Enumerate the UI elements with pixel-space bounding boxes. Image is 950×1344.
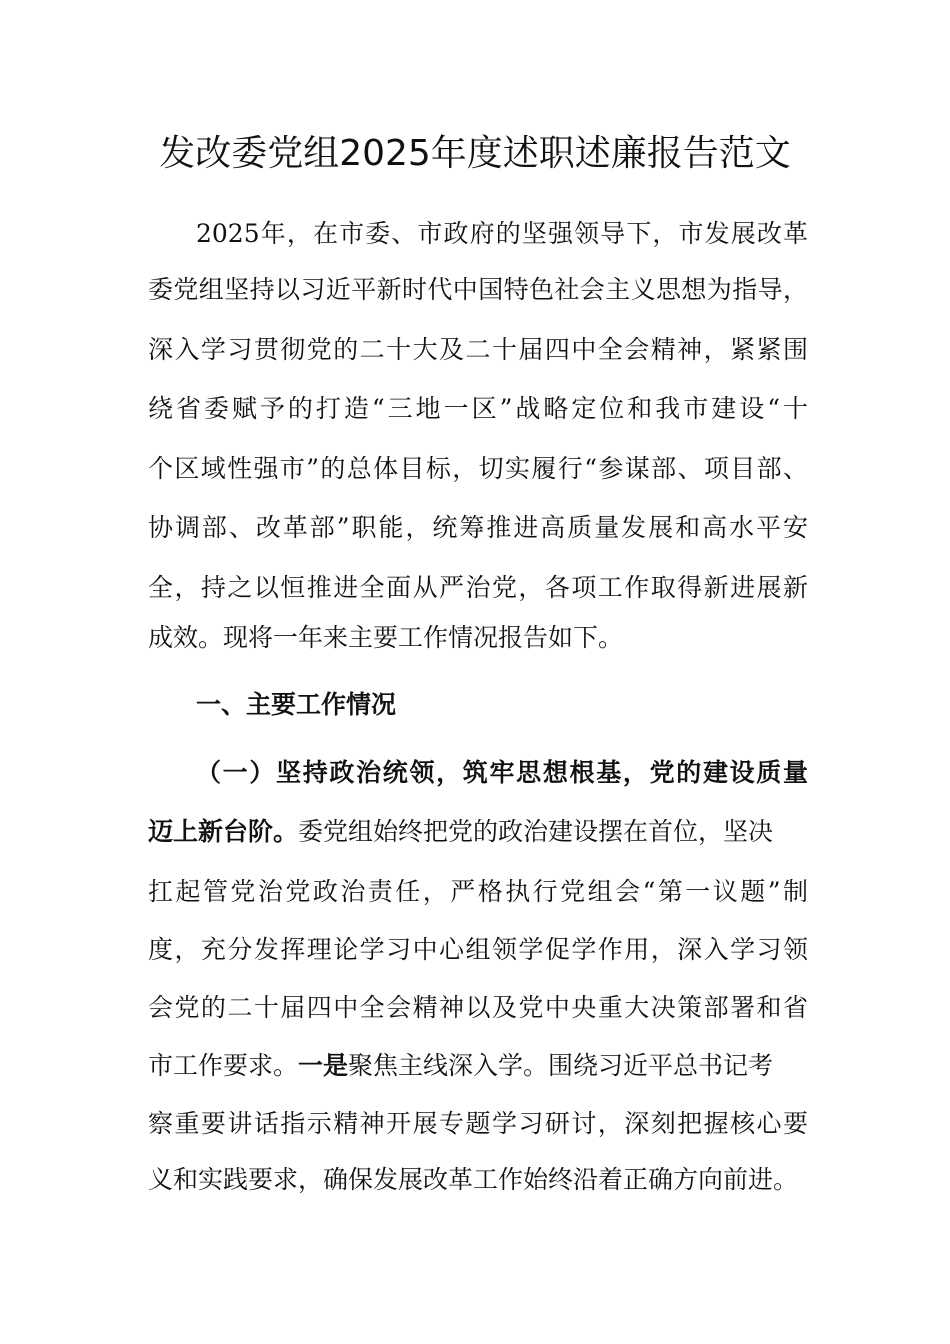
section-heading: 一、主要工作情况 bbox=[196, 690, 397, 719]
intro-line: 个区域性强市”的总体目标，切实履行“参谋部、项目部、 bbox=[148, 454, 808, 483]
subsection-heading-end: 迈上新台阶。 bbox=[148, 817, 299, 846]
subsection-heading: （一）坚持政治统领，筑牢思想根基，党的建设质量 bbox=[196, 758, 808, 787]
paragraph-line bbox=[148, 1046, 808, 1086]
document-title: 发改委党组2025年度述职述廉报告范文 bbox=[159, 133, 791, 174]
intro-line: 成效。现将一年来主要工作情况报告如下。 bbox=[148, 623, 624, 652]
intro-line: 委党组坚持以习近平新时代中国特色社会主义思想为指导， bbox=[148, 275, 808, 304]
ordinal-marker: 一是 bbox=[298, 1051, 349, 1080]
paragraph-text: 聚焦主线深入学。围绕习近平总书记考 bbox=[348, 1051, 774, 1080]
paragraph-line: 度，充分发挥理论学习中心组领学促学作用，深入学习领 bbox=[148, 935, 808, 964]
intro-line: 2025年，在市委、市政府的坚强领导下，市发展改革 bbox=[196, 219, 808, 248]
paragraph-text: 委党组始终把党的政治建设摆在首位，坚决 bbox=[298, 817, 774, 846]
paragraph-text: 市工作要求。 bbox=[148, 1051, 299, 1080]
intro-line: 绕省委赋予的打造“三地一区”战略定位和我市建设“十 bbox=[148, 394, 808, 423]
paragraph-line: 义和实践要求，确保发展改革工作始终沿着正确方向前进。 bbox=[148, 1165, 799, 1194]
paragraph-line bbox=[148, 812, 808, 852]
paragraph-line: 察重要讲话指示精神开展专题学习研讨，深刻把握核心要 bbox=[148, 1109, 808, 1138]
intro-line: 深入学习贯彻党的二十大及二十届四中全会精神，紧紧围 bbox=[148, 335, 808, 364]
paragraph-line: 会党的二十届四中全会精神以及党中央重大决策部署和省 bbox=[148, 993, 808, 1022]
paragraph-line: 扛起管党治党政治责任，严格执行党组会“第一议题”制 bbox=[148, 877, 808, 906]
intro-line: 全，持之以恒推进全面从严治党，各项工作取得新进展新 bbox=[148, 573, 808, 602]
intro-line: 协调部、改革部”职能，统筹推进高质量发展和高水平安 bbox=[148, 513, 808, 542]
